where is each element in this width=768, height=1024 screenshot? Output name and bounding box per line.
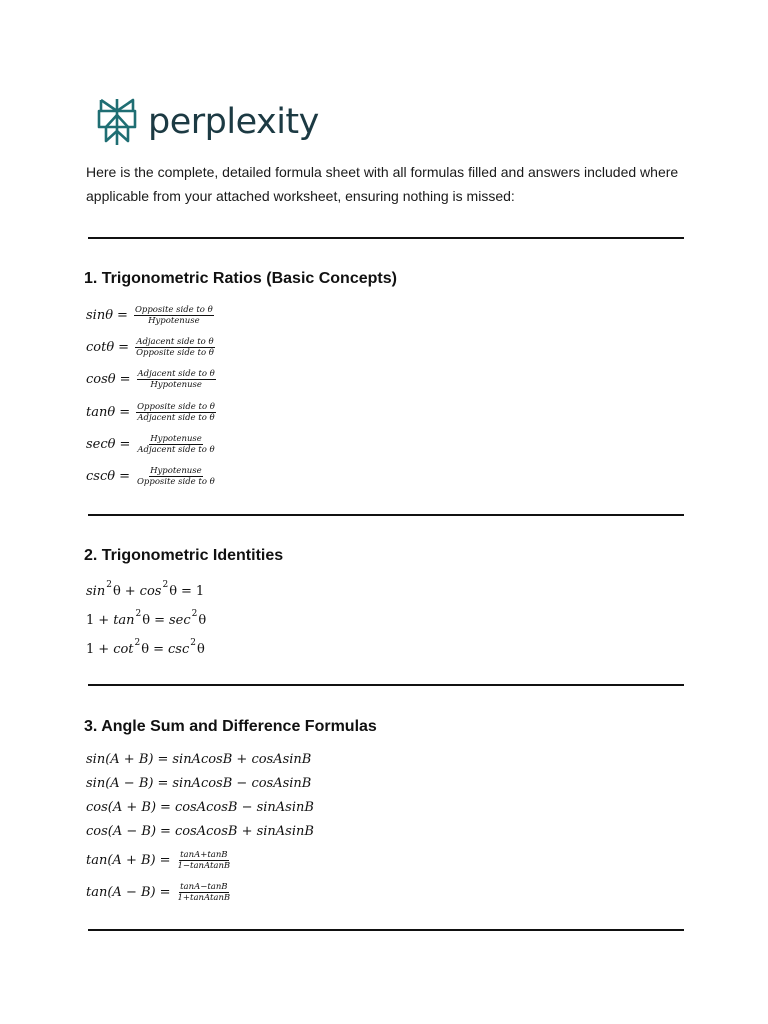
numerator: Adjacent side to θ bbox=[137, 369, 215, 379]
plus-sign: + bbox=[98, 613, 110, 628]
denominator: Adjacent side to θ bbox=[137, 445, 215, 455]
equals-sign: = bbox=[160, 800, 171, 815]
numerator: Adjacent side to θ bbox=[136, 337, 214, 347]
equals-sign: = bbox=[159, 853, 171, 868]
identity-term: θ bbox=[142, 613, 151, 628]
denominator: Opposite side to θ bbox=[136, 348, 214, 358]
formula-tan-ratio bbox=[86, 402, 216, 423]
formula-lhs: sinθ bbox=[86, 308, 114, 323]
section-divider bbox=[88, 684, 684, 686]
identity-term: cos bbox=[139, 584, 162, 599]
section-title-trig-identities: 2. Trigonometric Identities bbox=[84, 547, 284, 564]
fraction bbox=[177, 850, 232, 871]
equals-sign: = bbox=[118, 340, 130, 355]
identity-cot-csc bbox=[86, 637, 205, 657]
formula-tan-sum bbox=[86, 850, 231, 871]
section-divider bbox=[88, 237, 684, 239]
formula-csc-ratio bbox=[86, 466, 216, 487]
denominator: 1−tanAtanB bbox=[177, 861, 231, 871]
formula-sin-difference bbox=[86, 776, 311, 791]
identity-term: 1 bbox=[86, 642, 95, 657]
formula-rhs: cosAcosB + sinAsinB bbox=[174, 824, 314, 839]
exponent: 2 bbox=[134, 637, 141, 648]
fraction bbox=[136, 402, 216, 423]
exponent: 2 bbox=[135, 608, 142, 619]
section-divider bbox=[88, 929, 684, 931]
formula-rhs: sinAcosB + cosAsinB bbox=[172, 752, 312, 767]
formula-sin-sum bbox=[86, 752, 311, 767]
identity-term: θ bbox=[112, 584, 121, 599]
numerator: Opposite side to θ bbox=[137, 402, 215, 412]
section-title-angle-sum-difference: 3. Angle Sum and Difference Formulas bbox=[84, 718, 377, 735]
identity-term: θ bbox=[196, 642, 205, 657]
denominator: Hypotenuse bbox=[150, 380, 202, 390]
exponent: 2 bbox=[191, 608, 198, 619]
denominator: Hypotenuse bbox=[148, 316, 200, 326]
identity-term: θ bbox=[169, 584, 178, 599]
identity-term: csc bbox=[168, 642, 190, 657]
identity-term: tan bbox=[113, 613, 135, 628]
formula-lhs: tanθ bbox=[86, 405, 116, 420]
identity-pythagorean bbox=[86, 579, 205, 599]
formula-lhs: cosθ bbox=[86, 372, 116, 387]
numerator: tanA+tanB bbox=[180, 850, 228, 860]
exponent: 2 bbox=[106, 579, 112, 590]
perplexity-logo-icon bbox=[96, 97, 138, 147]
formula-lhs: secθ bbox=[86, 437, 116, 452]
brand-logo bbox=[96, 96, 319, 148]
plus-sign: + bbox=[124, 584, 136, 599]
identity-term: 1 bbox=[195, 584, 205, 599]
exponent: 2 bbox=[190, 637, 196, 648]
plus-sign: + bbox=[98, 642, 110, 657]
formula-lhs: cos(A − B) bbox=[86, 824, 157, 839]
identity-term: θ bbox=[141, 642, 150, 657]
fraction bbox=[135, 337, 215, 358]
identity-tan-sec bbox=[86, 608, 207, 628]
numerator: Opposite side to θ bbox=[134, 305, 213, 315]
equals-sign: = bbox=[119, 405, 131, 420]
fraction bbox=[137, 369, 216, 390]
formula-lhs: tan(A − B) bbox=[86, 885, 156, 900]
equals-sign: = bbox=[119, 469, 130, 484]
formula-sec-ratio bbox=[86, 434, 216, 455]
formula-lhs: cscθ bbox=[86, 469, 116, 484]
equals-sign: = bbox=[157, 776, 169, 791]
equals-sign: = bbox=[160, 824, 171, 839]
formula-lhs: sin(A + B) bbox=[86, 752, 154, 767]
equals-sign: = bbox=[157, 752, 169, 767]
intro-text: Here is the complete, detailed formula sheet with all formulas filled and answers included where applicable from your attached worksheet, ensuring nothing is missed: bbox=[86, 164, 679, 204]
section-title-trig-ratios: 1. Trigonometric Ratios (Basic Concepts) bbox=[84, 270, 397, 287]
fraction bbox=[134, 305, 214, 326]
exponent: 2 bbox=[162, 579, 169, 590]
denominator: 1+tanAtanB bbox=[177, 893, 231, 903]
equals-sign: = bbox=[119, 437, 131, 452]
equals-sign: = bbox=[159, 885, 171, 900]
identity-term: 1 bbox=[86, 613, 95, 628]
equals-sign: = bbox=[119, 372, 131, 387]
formula-lhs: tan(A + B) bbox=[86, 853, 156, 868]
formula-lhs: cotθ bbox=[86, 340, 115, 355]
equals-sign: = bbox=[181, 584, 192, 599]
formula-cos-ratio bbox=[86, 369, 216, 390]
formula-cos-sum bbox=[86, 800, 314, 815]
fraction bbox=[136, 434, 215, 455]
section-divider bbox=[88, 514, 684, 516]
identity-term: cot bbox=[113, 642, 134, 657]
fraction bbox=[136, 466, 216, 487]
numerator: tanA−tanB bbox=[180, 882, 228, 892]
formula-rhs: cosAcosB − sinAsinB bbox=[174, 800, 314, 815]
denominator: Adjacent side to θ bbox=[137, 413, 215, 423]
denominator: Opposite side to θ bbox=[136, 477, 215, 487]
formula-tan-difference bbox=[86, 882, 231, 903]
formula-sin-ratio bbox=[86, 305, 214, 326]
equals-sign: = bbox=[153, 642, 164, 657]
formula-lhs: sin(A − B) bbox=[86, 776, 154, 791]
fraction bbox=[177, 882, 232, 903]
numerator: Hypotenuse bbox=[150, 466, 202, 476]
formula-rhs: sinAcosB − cosAsinB bbox=[172, 776, 312, 791]
formula-lhs: cos(A + B) bbox=[86, 800, 157, 815]
formula-cos-difference bbox=[86, 824, 314, 839]
identity-term: θ bbox=[198, 613, 207, 628]
brand-wordmark: perplexity bbox=[148, 101, 319, 142]
equals-sign: = bbox=[117, 308, 128, 323]
equals-sign: = bbox=[154, 613, 166, 628]
numerator: Hypotenuse bbox=[150, 434, 202, 444]
identity-term: sin bbox=[86, 584, 106, 599]
identity-term: sec bbox=[169, 613, 191, 628]
formula-cot-ratio bbox=[86, 337, 215, 358]
